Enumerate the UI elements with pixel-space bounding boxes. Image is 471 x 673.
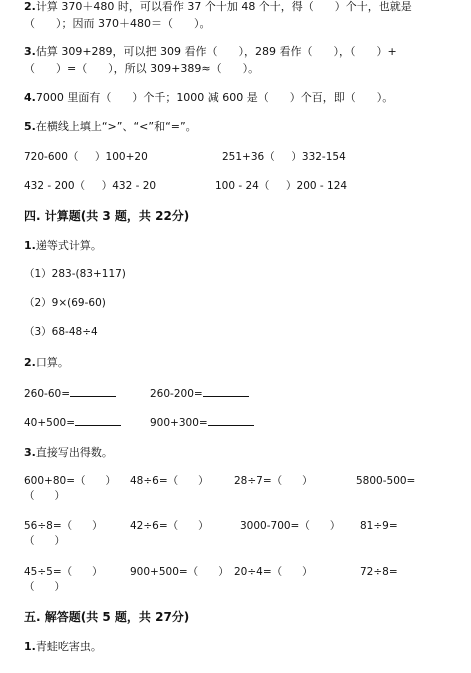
- q5-line: [24, 120, 197, 133]
- q3-number: 3.: [24, 45, 36, 58]
- c2-number: 2.: [24, 356, 36, 369]
- c3-r2-c1: 56÷8=（ ）: [24, 520, 103, 532]
- s1-number: 1.: [24, 640, 36, 653]
- q5-text: 在横线上填上“>”、“<”和“=”。: [35, 120, 197, 133]
- c3-line: [24, 446, 113, 459]
- c1-item2: （2）9×(69-60): [24, 297, 106, 309]
- c2-item2: [150, 386, 249, 401]
- q5-number: 5.: [24, 120, 36, 133]
- q5-row2-right: 100 - 24（ ）200 - 124: [215, 180, 348, 192]
- c3-r1-c1: 600+80=（ ）: [24, 475, 117, 487]
- c3-r3-c4: 72÷8=: [360, 566, 398, 578]
- q3-line2: （ ）=（ ），所以 309+389≈（ ）。: [24, 62, 260, 75]
- c3-r2-c3: 3000-700=（ ）: [240, 520, 341, 532]
- section4-heading: 四. 计算题(共 3 题，共 22分): [24, 209, 190, 223]
- q3-line1: [24, 45, 397, 58]
- c1-item3: （3）68-48÷4: [24, 326, 98, 338]
- q2-number: 2.: [24, 0, 36, 13]
- c2-item2-text: 260-200=: [150, 388, 203, 400]
- c3-r2-c4: 81÷9=: [360, 520, 398, 532]
- c2-text: 口算。: [35, 356, 69, 369]
- answer-blank[interactable]: [75, 415, 121, 426]
- c2-item4: [150, 415, 254, 430]
- q5-row2-left: 432 - 200（ ）432 - 20: [24, 180, 157, 192]
- c1-line: [24, 239, 102, 252]
- c3-r3-c1: 45÷5=（ ）: [24, 566, 103, 578]
- c3-r1-c2: 48÷6=（ ）: [130, 475, 209, 487]
- c3-r1-wrap: （ ）: [24, 490, 66, 502]
- c2-item3: [24, 415, 121, 430]
- c2-item1: [24, 386, 116, 401]
- c3-r3-c3: 20÷4=（ ）: [234, 566, 313, 578]
- c2-item4-text: 900+300=: [150, 417, 208, 429]
- c1-item1: （1）283-(83+117): [24, 268, 126, 280]
- c3-r2-c2: 42÷6=（ ）: [130, 520, 209, 532]
- q2-line2: （ ）；因而 370＋480＝（ ）。: [24, 17, 211, 30]
- s1-text: 青蛙吃害虫。: [35, 640, 102, 653]
- answer-blank[interactable]: [208, 415, 254, 426]
- q5-row1-right: 251+36（ ）332-154: [222, 151, 346, 163]
- q2-line1: [24, 0, 412, 13]
- answer-blank[interactable]: [70, 386, 116, 397]
- q3-text-line1: 估算 309+289，可以把 309 看作（ ），289 看作（ ），（ ）+: [35, 45, 397, 58]
- s1-line: [24, 640, 102, 653]
- c3-number: 3.: [24, 446, 36, 459]
- q4-number: 4.: [24, 91, 36, 104]
- c3-r2-wrap: （ ）: [24, 535, 66, 547]
- answer-blank[interactable]: [203, 386, 249, 397]
- q2-text-line1: 计算 370＋480 时，可以看作 37 个十加 48 个十，得（ ）个十，也就是: [35, 0, 412, 13]
- c1-text: 递等式计算。: [35, 239, 102, 252]
- section5-heading: 五. 解答题(共 5 题，共 27分): [24, 610, 190, 624]
- c3-r1-c3: 28÷7=（ ）: [234, 475, 313, 487]
- c3-r1-c4: 5800-500=: [356, 475, 416, 487]
- q4-text: 7000 里面有（ ）个千；1000 减 600 是（ ）个百，即（ ）。: [35, 91, 394, 104]
- c3-text: 直接写出得数。: [35, 446, 113, 459]
- q4-line: [24, 91, 393, 104]
- q5-row1-left: 720-600（ ）100+20: [24, 151, 148, 163]
- c3-r3-wrap: （ ）: [24, 581, 66, 593]
- c1-number: 1.: [24, 239, 36, 252]
- c3-r3-c2: 900+500=（ ）: [130, 566, 229, 578]
- c2-line: [24, 356, 69, 369]
- c2-item3-text: 40+500=: [24, 417, 75, 429]
- c2-item1-text: 260-60=: [24, 388, 70, 400]
